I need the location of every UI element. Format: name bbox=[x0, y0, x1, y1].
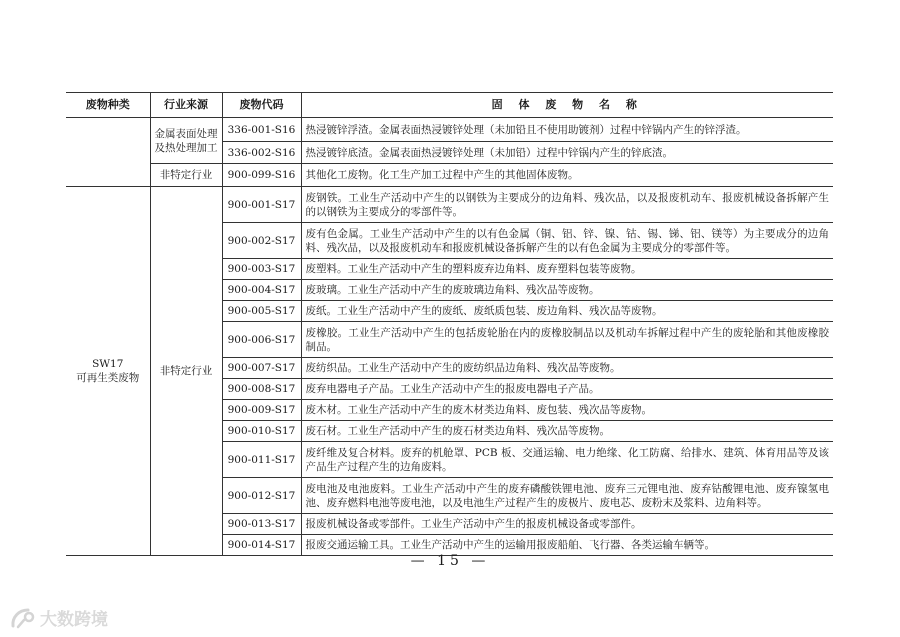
header-industry-source: 行业来源 bbox=[150, 93, 222, 118]
category-cell-sw17 bbox=[66, 187, 150, 556]
waste-name: 废橡胶。工业生产活动中产生的包括废轮胎在内的废橡胶制品以及机动车拆解过程中产生的废轮胎和其他废橡胶制品。 bbox=[301, 322, 833, 358]
table-row bbox=[66, 118, 833, 142]
waste-code: 900-001-S17 bbox=[222, 187, 301, 223]
waste-code: 900-003-S17 bbox=[222, 259, 301, 280]
waste-name: 热浸镀锌浮渣。金属表面热浸镀锌处理（未加铅且不使用助镀剂）过程中锌锅内产生的锌浮渣。 bbox=[301, 118, 833, 142]
waste-code: 336-002-S16 bbox=[222, 142, 301, 164]
table-row bbox=[66, 187, 833, 223]
page-number: — 15 — bbox=[410, 553, 490, 569]
watermark-text: 大数跨境 bbox=[40, 610, 108, 630]
waste-code: 900-099-S16 bbox=[222, 164, 301, 187]
industry-source-cell: 非特定行业 bbox=[150, 164, 222, 187]
waste-name: 废塑料。工业生产活动中产生的塑料废弃边角料、废弃塑料包装等废物。 bbox=[301, 259, 833, 280]
dayun-logo-icon bbox=[10, 607, 36, 629]
category-cell-continued bbox=[66, 118, 150, 187]
waste-name: 废石材。工业生产活动中产生的废石材类边角料、残次品等废物。 bbox=[301, 421, 833, 442]
waste-name: 报废交通运输工具。工业生产活动中产生的运输用报废船舶、飞行器、各类运输车辆等。 bbox=[301, 535, 833, 556]
industry-source-cell: 金属表面处理及热处理加工 bbox=[150, 118, 222, 164]
header-waste-name: 固 体 废 物 名 称 bbox=[301, 93, 833, 118]
waste-code: 900-013-S17 bbox=[222, 514, 301, 535]
waste-code: 900-002-S17 bbox=[222, 223, 301, 259]
waste-code: 900-012-S17 bbox=[222, 478, 301, 514]
waste-code: 900-006-S17 bbox=[222, 322, 301, 358]
waste-name: 废弃电器电子产品。工业生产活动中产生的报废电器电子产品。 bbox=[301, 379, 833, 400]
solid-waste-table bbox=[66, 92, 833, 556]
waste-name: 废纤维及复合材料。废弃的机舱罩、PCB 板、交通运输、电力绝缘、化工防腐、给排水、建筑、体育用品等及该产品生产过程产生的边角废料。 bbox=[301, 442, 833, 478]
table-header-row bbox=[66, 93, 833, 118]
waste-name: 废钢铁。工业生产活动中产生的以钢铁为主要成分的边角料、残次品，以及报废机动车、报废机械设备拆解产生的以钢铁为主要成分的零部件等。 bbox=[301, 187, 833, 223]
header-waste-code: 废物代码 bbox=[222, 93, 301, 118]
waste-name: 废纸。工业生产活动中产生的废纸、废纸质包装、废边角料、残次品等废物。 bbox=[301, 301, 833, 322]
waste-code: 900-011-S17 bbox=[222, 442, 301, 478]
waste-code: 900-014-S17 bbox=[222, 535, 301, 556]
waste-code: 900-005-S17 bbox=[222, 301, 301, 322]
waste-name: 废玻璃。工业生产活动中产生的废玻璃边角料、残次品等废物。 bbox=[301, 280, 833, 301]
waste-code: 900-004-S17 bbox=[222, 280, 301, 301]
waste-code: 900-009-S17 bbox=[222, 400, 301, 421]
waste-name: 热浸镀锌底渣。金属表面热浸镀锌处理（未加铅）过程中锌锅内产生的锌底渣。 bbox=[301, 142, 833, 164]
waste-code: 900-007-S17 bbox=[222, 358, 301, 379]
waste-name: 废电池及电池废料。工业生产活动中产生的废弃磷酸铁锂电池、废弃三元锂电池、废弃钴酸锂电池、废弃镍氢电池、废弃燃料电池等废电池，以及电池生产过程产生的废极片、废电芯、废粉末及浆料、边角料等。 bbox=[301, 478, 833, 514]
waste-name: 其他化工废物。化工生产加工过程中产生的其他固体废物。 bbox=[301, 164, 833, 187]
watermark bbox=[10, 605, 108, 630]
waste-name: 废木材。工业生产活动中产生的废木材类边角料、废包装、残次品等废物。 bbox=[301, 400, 833, 421]
category-name: 可再生类废物 bbox=[76, 372, 140, 384]
header-waste-category: 废物种类 bbox=[66, 93, 150, 118]
waste-code: 900-008-S17 bbox=[222, 379, 301, 400]
category-code: SW17 bbox=[92, 358, 124, 370]
waste-name: 废纺织品。工业生产活动中产生的废纺织品边角料、残次品等废物。 bbox=[301, 358, 833, 379]
waste-code: 336-001-S16 bbox=[222, 118, 301, 142]
waste-name: 报废机械设备或零部件。工业生产活动中产生的报废机械设备或零部件。 bbox=[301, 514, 833, 535]
table-row bbox=[66, 164, 833, 187]
waste-name: 废有色金属。工业生产活动中产生的以有色金属（铜、铝、锌、镍、钴、锡、锑、铝、镁等）为主要成分的边角料、残次品，以及报废机动车和报废机械设备拆解产生的以有色金属为主要成分的零部件等。 bbox=[301, 223, 833, 259]
industry-source-cell: 非特定行业 bbox=[150, 187, 222, 556]
waste-code: 900-010-S17 bbox=[222, 421, 301, 442]
